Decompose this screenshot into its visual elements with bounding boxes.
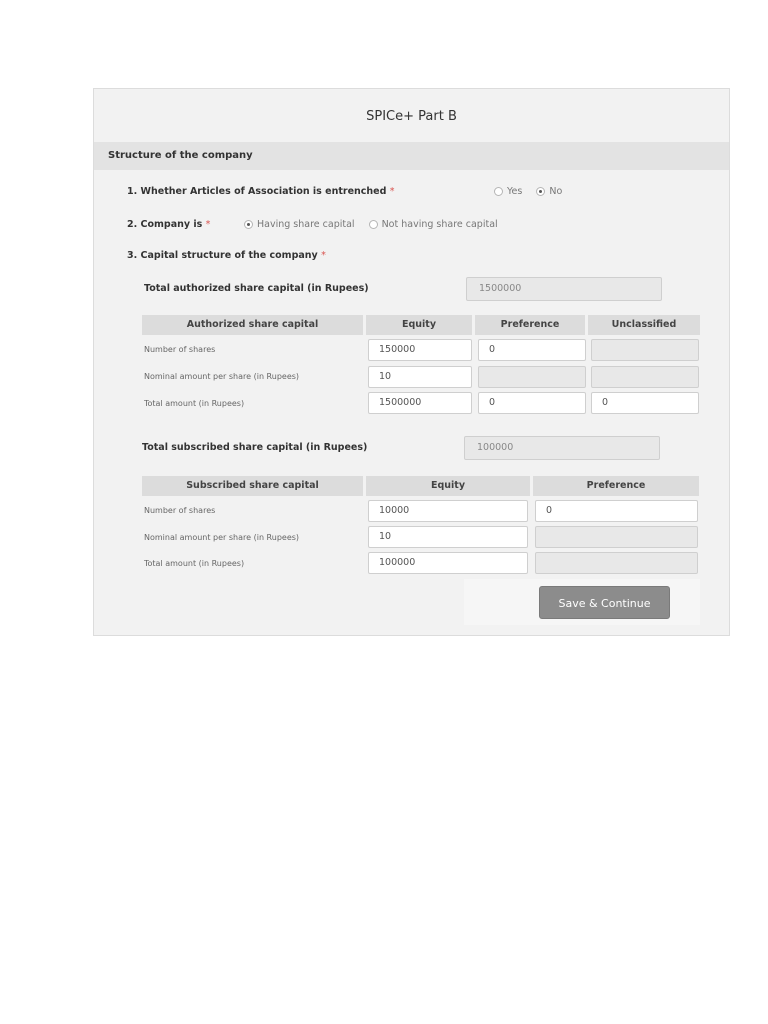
authorized-total-equity-input[interactable]: 1500000 [368, 392, 472, 414]
authorized-row-label: Number of shares [144, 345, 216, 354]
required-marker: * [205, 219, 211, 230]
question-capital-structure [127, 250, 326, 261]
section-header: Structure of the company [94, 142, 729, 170]
subscribed-row-label: Nominal amount per share (in Rupees) [144, 533, 300, 542]
subscribed-shares-preference-input[interactable]: 0 [535, 500, 698, 522]
form-title: SPICe+ Part B [366, 109, 457, 124]
radio-yes[interactable] [494, 187, 503, 196]
question-company-is-label: 2. Company is [127, 219, 203, 230]
question-aoa-label: 1. Whether Articles of Association is entrenched [127, 186, 387, 197]
subscribed-header-equity: Equity [366, 476, 530, 496]
subscribed-total-preference-input [535, 552, 698, 574]
authorized-nominal-preference-input [478, 366, 586, 388]
total-authorized-field: 1500000 [466, 277, 662, 301]
radio-not-having-share-capital-label: Not having share capital [381, 219, 498, 230]
required-marker: * [321, 250, 326, 261]
subscribed-row-label: Number of shares [144, 506, 216, 515]
total-subscribed-field: 100000 [464, 436, 660, 460]
authorized-header-equity: Equity [366, 315, 472, 335]
question-capital-structure-label: 3. Capital structure of the company [127, 250, 318, 261]
authorized-header-preference: Preference [475, 315, 585, 335]
authorized-shares-unclassified-input [591, 339, 699, 361]
aoa-radio-group [494, 186, 576, 197]
subscribed-header-preference: Preference [533, 476, 699, 496]
save-continue-button[interactable]: Save & Continue [539, 586, 670, 619]
authorized-row-label: Total amount (in Rupees) [144, 399, 245, 408]
radio-yes-label: Yes [507, 186, 523, 197]
authorized-total-preference-input[interactable]: 0 [478, 392, 586, 414]
subscribed-nominal-preference-input [535, 526, 698, 548]
total-authorized-label: Total authorized share capital (in Rupees) [144, 283, 369, 294]
spice-form-panel [93, 88, 730, 636]
total-subscribed-label: Total subscribed share capital (in Rupees) [142, 442, 368, 453]
required-marker: * [389, 186, 395, 197]
authorized-total-unclassified-input[interactable]: 0 [591, 392, 699, 414]
authorized-nominal-equity-input[interactable]: 10 [368, 366, 472, 388]
authorized-header-unclassified: Unclassified [588, 315, 700, 335]
authorized-header-label: Authorized share capital [142, 315, 363, 335]
subscribed-nominal-equity-input[interactable]: 10 [368, 526, 528, 548]
authorized-shares-equity-input[interactable]: 150000 [368, 339, 472, 361]
radio-having-share-capital[interactable] [244, 220, 253, 229]
subscribed-total-equity-input[interactable]: 100000 [368, 552, 528, 574]
subscribed-row-label: Total amount (in Rupees) [144, 559, 245, 568]
radio-no-label: No [549, 186, 563, 197]
authorized-row-label: Nominal amount per share (in Rupees) [144, 372, 300, 381]
question-company-is [127, 219, 210, 230]
subscribed-shares-equity-input[interactable]: 10000 [368, 500, 528, 522]
authorized-shares-preference-input[interactable]: 0 [478, 339, 586, 361]
subscribed-header-label: Subscribed share capital [142, 476, 363, 496]
authorized-nominal-unclassified-input [591, 366, 699, 388]
company-type-radio-group [244, 219, 512, 230]
radio-having-share-capital-label: Having share capital [257, 219, 355, 230]
question-aoa-entrenched [127, 186, 395, 197]
radio-no[interactable] [536, 187, 545, 196]
radio-not-having-share-capital[interactable] [369, 220, 378, 229]
